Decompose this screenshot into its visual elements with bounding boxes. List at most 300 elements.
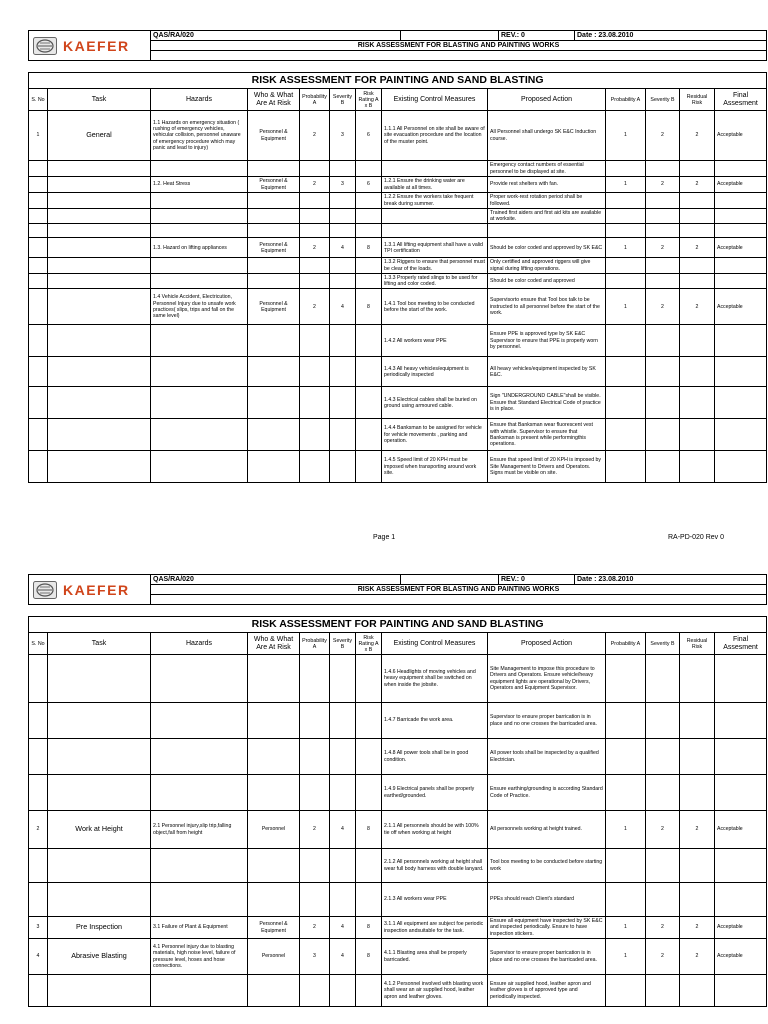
risk-rating-cell: 8 xyxy=(356,289,382,325)
doc-code-footer: RA-PD-020 Rev 0 xyxy=(668,534,725,541)
final-assessment-cell xyxy=(715,325,767,357)
task-cell: Abrasive Blasting xyxy=(48,939,151,975)
residual-risk-cell xyxy=(680,419,715,451)
sno-cell: 3 xyxy=(29,917,48,939)
table-row xyxy=(29,273,767,288)
final-assessment-cell xyxy=(715,975,767,1007)
col-severity-2: Severity B xyxy=(646,89,680,111)
doc-ref: QAS/RA/020 xyxy=(151,575,401,585)
probability-2-cell xyxy=(606,161,646,177)
table-row xyxy=(29,739,767,775)
doc-ref: QAS/RA/020 xyxy=(151,31,401,41)
final-assessment-cell xyxy=(715,357,767,387)
probability-cell: 2 xyxy=(300,917,330,939)
final-assessment-cell xyxy=(715,273,767,288)
table-row xyxy=(29,883,767,917)
task-cell xyxy=(48,224,151,238)
hazard-cell xyxy=(151,739,248,775)
who-cell xyxy=(248,451,300,483)
residual-risk-cell: 2 xyxy=(680,939,715,975)
risk-rating-cell xyxy=(356,775,382,811)
final-assessment-cell xyxy=(715,224,767,238)
probability-cell xyxy=(300,258,330,273)
col-probability: Probability A xyxy=(300,89,330,111)
probability-2-cell: 1 xyxy=(606,238,646,258)
task-cell xyxy=(48,975,151,1007)
column-headers xyxy=(29,89,767,111)
task-cell xyxy=(48,451,151,483)
col-probability: Probability A xyxy=(300,633,330,655)
residual-risk-cell xyxy=(680,655,715,703)
sno-cell: 2 xyxy=(29,811,48,849)
probability-2-cell xyxy=(606,775,646,811)
who-cell: Personnel & Equipment xyxy=(248,289,300,325)
who-cell xyxy=(248,387,300,419)
sno-cell xyxy=(29,209,48,224)
probability-cell xyxy=(300,883,330,917)
risk-rating-cell xyxy=(356,224,382,238)
sno-cell xyxy=(29,177,48,193)
severity-cell: 4 xyxy=(330,238,356,258)
table-row xyxy=(29,177,767,193)
existing-control-cell: 2.1.1 All personnels should be with 100% tie off when working at height xyxy=(382,811,488,849)
table-row xyxy=(29,939,767,975)
proposed-action-cell: Ensure all equipment have inspected by SK E&C and inspected periodically. Ensure to have inspection stickers. xyxy=(488,917,606,939)
table-row xyxy=(29,209,767,224)
probability-cell xyxy=(300,209,330,224)
page-number: Page 1 xyxy=(373,534,396,541)
existing-control-cell xyxy=(382,209,488,224)
task-cell xyxy=(48,655,151,703)
hazard-cell: 4.1 Personnel injury due to blasting materials, high noise level, failure of pressure level, hoses and hose connections. xyxy=(151,939,248,975)
severity-2-cell xyxy=(646,387,680,419)
table-row xyxy=(29,917,767,939)
probability-2-cell xyxy=(606,209,646,224)
table-row xyxy=(29,775,767,811)
who-cell: Personnel & Equipment xyxy=(248,111,300,161)
probability-2-cell xyxy=(606,451,646,483)
sno-cell xyxy=(29,703,48,739)
hazard-cell xyxy=(151,387,248,419)
risk-rating-cell xyxy=(356,325,382,357)
probability-cell xyxy=(300,703,330,739)
who-cell xyxy=(248,849,300,883)
existing-control-cell: 1.1.1 All Personnel on site shall be aware of site evacuation procedure and the location of the muster point. xyxy=(382,111,488,161)
risk-rating-cell xyxy=(356,975,382,1007)
severity-2-cell xyxy=(646,357,680,387)
table-row xyxy=(29,655,767,703)
residual-risk-cell xyxy=(680,161,715,177)
kaefer-emblem-icon xyxy=(33,581,57,599)
final-assessment-cell xyxy=(715,883,767,917)
final-assessment-cell xyxy=(715,655,767,703)
risk-rating-cell xyxy=(356,655,382,703)
proposed-action-cell: Should be color coded and approved by SK E&C xyxy=(488,238,606,258)
probability-2-cell xyxy=(606,325,646,357)
sno-cell xyxy=(29,325,48,357)
kaefer-emblem-icon xyxy=(33,37,57,55)
severity-cell xyxy=(330,224,356,238)
proposed-action-cell: Supervisorto ensure that Tool box talk to be instructed to all personnel before the start of the work. xyxy=(488,289,606,325)
risk-rating-cell xyxy=(356,451,382,483)
probability-2-cell xyxy=(606,419,646,451)
risk-rating-cell xyxy=(356,193,382,209)
hazard-cell xyxy=(151,357,248,387)
risk-rating-cell xyxy=(356,883,382,917)
probability-2-cell: 1 xyxy=(606,111,646,161)
who-cell: Personnel & Equipment xyxy=(248,177,300,193)
who-cell xyxy=(248,258,300,273)
hazard-cell xyxy=(151,975,248,1007)
col-task: Task xyxy=(48,89,151,111)
probability-cell xyxy=(300,273,330,288)
probability-cell xyxy=(300,451,330,483)
hazard-cell: 2.1 Personnel injury,slip trip,falling object,fall from height xyxy=(151,811,248,849)
page-2 xyxy=(28,574,766,1007)
probability-2-cell xyxy=(606,883,646,917)
col-task: Task xyxy=(48,633,151,655)
residual-risk-cell: 2 xyxy=(680,238,715,258)
final-assessment-cell xyxy=(715,775,767,811)
existing-control-cell: 1.4.3 Electrical cables shall be buried on ground using armoured cable. xyxy=(382,387,488,419)
existing-control-cell xyxy=(382,224,488,238)
probability-cell xyxy=(300,849,330,883)
sno-cell: 4 xyxy=(29,939,48,975)
severity-cell xyxy=(330,883,356,917)
final-assessment-cell: Acceptable xyxy=(715,811,767,849)
severity-2-cell xyxy=(646,883,680,917)
hazard-cell xyxy=(151,273,248,288)
probability-2-cell: 1 xyxy=(606,811,646,849)
severity-cell xyxy=(330,357,356,387)
probability-cell xyxy=(300,419,330,451)
existing-control-cell: 1.4.8 All power tools shall be in good condition. xyxy=(382,739,488,775)
severity-2-cell xyxy=(646,209,680,224)
proposed-action-cell: Sign "UNDERGROUND CABLE"shall be visible. Ensure that Standard Electrical Code of practice is in place. xyxy=(488,387,606,419)
severity-cell: 4 xyxy=(330,939,356,975)
residual-risk-cell xyxy=(680,193,715,209)
task-cell: Work at Height xyxy=(48,811,151,849)
table-row xyxy=(29,224,767,238)
revision: REV.: 0 xyxy=(499,31,575,41)
probability-cell xyxy=(300,357,330,387)
final-assessment-cell xyxy=(715,849,767,883)
hazard-cell: 1.3. Hazard on lifting appliances xyxy=(151,238,248,258)
task-cell xyxy=(48,419,151,451)
existing-control-cell: 1.4.4 Banksman to be assigned for vehicle for vehicle movements , parking and operation. xyxy=(382,419,488,451)
final-assessment-cell xyxy=(715,387,767,419)
col-proposed: Proposed Action xyxy=(488,89,606,111)
final-assessment-cell xyxy=(715,193,767,209)
severity-2-cell: 2 xyxy=(646,917,680,939)
severity-cell xyxy=(330,258,356,273)
proposed-action-cell: Tool box meeting to be conducted before starting work xyxy=(488,849,606,883)
company-name: KAEFER xyxy=(63,581,130,598)
table-row xyxy=(29,975,767,1007)
sno-cell xyxy=(29,258,48,273)
probability-cell: 2 xyxy=(300,811,330,849)
severity-2-cell xyxy=(646,655,680,703)
col-who: Who & What Are At Risk xyxy=(248,633,300,655)
table-row xyxy=(29,387,767,419)
existing-control-cell: 1.4.9 Electrical panels shall be properly earthed/grounded. xyxy=(382,775,488,811)
residual-risk-cell xyxy=(680,387,715,419)
proposed-action-cell: Should be color coded and approved xyxy=(488,273,606,288)
task-cell xyxy=(48,387,151,419)
existing-control-cell xyxy=(382,161,488,177)
probability-2-cell xyxy=(606,703,646,739)
residual-risk-cell: 2 xyxy=(680,289,715,325)
table-row xyxy=(29,451,767,483)
proposed-action-cell: Supervisor to ensure proper barrication is in place and no one crosses the barricaded area. xyxy=(488,703,606,739)
proposed-action-cell: Provide rest shelters with fan. xyxy=(488,177,606,193)
probability-2-cell xyxy=(606,224,646,238)
severity-cell xyxy=(330,849,356,883)
table-row xyxy=(29,419,767,451)
existing-control-cell: 1.2.2 Ensure the workers take frequent break during summer. xyxy=(382,193,488,209)
doc-title: RISK ASSESSMENT FOR BLASTING AND PAINTING WORKS xyxy=(151,585,767,595)
col-existing: Existing Control Measures xyxy=(382,89,488,111)
table-row xyxy=(29,258,767,273)
severity-2-cell: 2 xyxy=(646,111,680,161)
probability-cell: 2 xyxy=(300,111,330,161)
doc-title: RISK ASSESSMENT FOR BLASTING AND PAINTING WORKS xyxy=(151,41,767,51)
table-title: RISK ASSESSMENT FOR PAINTING AND SAND BLASTING xyxy=(29,617,767,633)
existing-control-cell: 2.1.2 All personnels working at height shall wear full body harness with double lanyard. xyxy=(382,849,488,883)
severity-cell xyxy=(330,193,356,209)
severity-cell: 4 xyxy=(330,289,356,325)
col-hazards: Hazards xyxy=(151,89,248,111)
residual-risk-cell xyxy=(680,883,715,917)
hazard-cell: 1.4 Vehicle Accident, Electricution, Personnel Injury due to unsafe work practices( slips, trips and fall on the same level) xyxy=(151,289,248,325)
proposed-action-cell: All personnels working at height trained. xyxy=(488,811,606,849)
severity-2-cell xyxy=(646,224,680,238)
proposed-action-cell: Ensure that Banksman wear fluorescent vest with whistle. Supervisor to ensure that Banksman is present while performingthis operations. xyxy=(488,419,606,451)
col-probability-2: Probability A xyxy=(606,633,646,655)
proposed-action-cell: Ensure air supplied hood, leather apron and leather gloves is of approved type and periodically inspected. xyxy=(488,975,606,1007)
proposed-action-cell: Trained first aiders and first aid kits are available at worksite. xyxy=(488,209,606,224)
probability-cell xyxy=(300,325,330,357)
who-cell xyxy=(248,224,300,238)
severity-2-cell xyxy=(646,975,680,1007)
company-logo-2 xyxy=(29,575,151,605)
probability-cell xyxy=(300,161,330,177)
probability-cell xyxy=(300,387,330,419)
residual-risk-cell: 2 xyxy=(680,811,715,849)
severity-2-cell xyxy=(646,193,680,209)
risk-table-2 xyxy=(28,616,767,1007)
who-cell xyxy=(248,325,300,357)
probability-cell xyxy=(300,775,330,811)
task-cell xyxy=(48,273,151,288)
probability-cell xyxy=(300,739,330,775)
probability-2-cell xyxy=(606,739,646,775)
hazard-cell xyxy=(151,325,248,357)
col-hazards: Hazards xyxy=(151,633,248,655)
who-cell: Personnel & Equipment xyxy=(248,917,300,939)
severity-cell xyxy=(330,451,356,483)
task-cell xyxy=(48,258,151,273)
company-name: KAEFER xyxy=(63,37,130,54)
sno-cell xyxy=(29,357,48,387)
hazard-cell xyxy=(151,703,248,739)
existing-control-cell: 2.1.3 All workers wear PPE xyxy=(382,883,488,917)
task-cell: Pre Inspection xyxy=(48,917,151,939)
final-assessment-cell xyxy=(715,209,767,224)
final-assessment-cell: Acceptable xyxy=(715,289,767,325)
revision: REV.: 0 xyxy=(499,575,575,585)
probability-cell: 2 xyxy=(300,289,330,325)
sno-cell xyxy=(29,387,48,419)
severity-cell xyxy=(330,161,356,177)
task-cell xyxy=(48,739,151,775)
risk-table-2-body xyxy=(29,617,767,1007)
severity-2-cell xyxy=(646,258,680,273)
probability-2-cell: 1 xyxy=(606,917,646,939)
severity-cell: 4 xyxy=(330,917,356,939)
final-assessment-cell xyxy=(715,739,767,775)
who-cell xyxy=(248,419,300,451)
col-risk-rating: Risk Rating A x B xyxy=(356,89,382,111)
existing-control-cell: 1.4.1 Tool box meeting to be conducted before the start of the work. xyxy=(382,289,488,325)
col-sno: S. No xyxy=(29,89,48,111)
risk-table-1 xyxy=(28,72,767,483)
proposed-action-cell: Emergency contact numbers of essential personnel to be displayed at site. xyxy=(488,161,606,177)
risk-rating-cell xyxy=(356,703,382,739)
task-cell xyxy=(48,209,151,224)
severity-2-cell xyxy=(646,849,680,883)
who-cell xyxy=(248,193,300,209)
risk-rating-cell xyxy=(356,387,382,419)
final-assessment-cell: Acceptable xyxy=(715,939,767,975)
risk-rating-cell xyxy=(356,258,382,273)
severity-2-cell xyxy=(646,161,680,177)
sno-cell xyxy=(29,451,48,483)
table-title: RISK ASSESSMENT FOR PAINTING AND SAND BLASTING xyxy=(29,73,767,89)
task-cell xyxy=(48,883,151,917)
who-cell: Personnel & Equipment xyxy=(248,238,300,258)
col-severity: Severity B xyxy=(330,89,356,111)
table-row xyxy=(29,703,767,739)
severity-2-cell xyxy=(646,325,680,357)
proposed-action-cell: Site Management to impose this procedure to Drivers and Operators. Ensure vehicle/heavy equipment lights are operational by Drivers, Operators and Equipment Supervisor. xyxy=(488,655,606,703)
final-assessment-cell xyxy=(715,703,767,739)
who-cell xyxy=(248,161,300,177)
doc-header xyxy=(28,30,767,61)
task-cell xyxy=(48,775,151,811)
hazard-cell: 3.1 Failure of Plant & Equipment xyxy=(151,917,248,939)
probability-2-cell xyxy=(606,975,646,1007)
who-cell xyxy=(248,209,300,224)
existing-control-cell: 4.1.1 Blasting area shall be properly barricaded. xyxy=(382,939,488,975)
proposed-action-cell: PPEs should reach Client's standard xyxy=(488,883,606,917)
risk-rating-cell: 8 xyxy=(356,238,382,258)
proposed-action-cell: Ensure PPE is approved type by SK E&C Supervisor to ensure that PPE is properly worn by personnel. xyxy=(488,325,606,357)
proposed-action-cell: Proper work-rest rotation period shall be followed. xyxy=(488,193,606,209)
hazard-cell xyxy=(151,258,248,273)
page-1 xyxy=(28,30,766,483)
probability-cell: 3 xyxy=(300,939,330,975)
residual-risk-cell xyxy=(680,775,715,811)
proposed-action-cell: Ensure earthing/grounding is according Standard Code of Practice. xyxy=(488,775,606,811)
sno-cell xyxy=(29,739,48,775)
company-logo xyxy=(29,31,151,61)
who-cell xyxy=(248,775,300,811)
table-row xyxy=(29,238,767,258)
residual-risk-cell xyxy=(680,357,715,387)
task-cell xyxy=(48,325,151,357)
residual-risk-cell xyxy=(680,224,715,238)
severity-2-cell xyxy=(646,703,680,739)
risk-rating-cell xyxy=(356,161,382,177)
existing-control-cell: 1.3.2 Riggers to ensure that personnel must be clear of the loads. xyxy=(382,258,488,273)
severity-cell xyxy=(330,419,356,451)
existing-control-cell: 1.4.5 Speed limit of 20 KPH must be imposed when transporting around work site. xyxy=(382,451,488,483)
risk-rating-cell: 8 xyxy=(356,939,382,975)
severity-cell xyxy=(330,775,356,811)
severity-cell xyxy=(330,209,356,224)
severity-2-cell: 2 xyxy=(646,289,680,325)
residual-risk-cell: 2 xyxy=(680,917,715,939)
task-cell xyxy=(48,238,151,258)
col-residual: Residual Risk xyxy=(680,89,715,111)
task-cell xyxy=(48,193,151,209)
who-cell xyxy=(248,703,300,739)
hazard-cell xyxy=(151,451,248,483)
hazard-cell xyxy=(151,161,248,177)
proposed-action-cell: All Personnel shall undergo SK E&C Induction course. xyxy=(488,111,606,161)
severity-cell xyxy=(330,273,356,288)
severity-cell xyxy=(330,975,356,1007)
severity-2-cell xyxy=(646,419,680,451)
column-headers xyxy=(29,633,767,655)
task-cell xyxy=(48,849,151,883)
severity-2-cell: 2 xyxy=(646,238,680,258)
table-row xyxy=(29,811,767,849)
table-row xyxy=(29,111,767,161)
proposed-action-cell: Ensure that speed limit of 20 KPH is imposed by Site Management to Drivers and Operators. Signs must be visible on site. xyxy=(488,451,606,483)
final-assessment-cell xyxy=(715,161,767,177)
final-assessment-cell: Acceptable xyxy=(715,111,767,161)
who-cell xyxy=(248,357,300,387)
who-cell xyxy=(248,655,300,703)
existing-control-cell: 4.1.2 Personnel involved with blasting work shall wear an air supplied hood, leather apron and leather gloves. xyxy=(382,975,488,1007)
severity-cell xyxy=(330,739,356,775)
existing-control-cell: 1.3.3 Properly rated slings to be used for lifting and color coded. xyxy=(382,273,488,288)
hazard-cell xyxy=(151,883,248,917)
col-severity: Severity B xyxy=(330,633,356,655)
table-row xyxy=(29,849,767,883)
probability-2-cell xyxy=(606,273,646,288)
risk-rating-cell: 6 xyxy=(356,177,382,193)
probability-2-cell: 1 xyxy=(606,177,646,193)
residual-risk-cell xyxy=(680,325,715,357)
risk-rating-cell: 8 xyxy=(356,811,382,849)
hazard-cell: 1.2. Heat Stress xyxy=(151,177,248,193)
table-row xyxy=(29,357,767,387)
table-row xyxy=(29,289,767,325)
sno-cell xyxy=(29,193,48,209)
doc-date: Date : 23.08.2010 xyxy=(575,31,767,41)
existing-control-cell: 1.4.3 All heavy vehicles/equipment is periodically inspected xyxy=(382,357,488,387)
residual-risk-cell xyxy=(680,739,715,775)
severity-2-cell xyxy=(646,273,680,288)
sno-cell xyxy=(29,273,48,288)
hazard-cell xyxy=(151,224,248,238)
severity-cell xyxy=(330,655,356,703)
col-severity-2: Severity B xyxy=(646,633,680,655)
existing-control-cell: 1.4.2 All workers wear PPE xyxy=(382,325,488,357)
